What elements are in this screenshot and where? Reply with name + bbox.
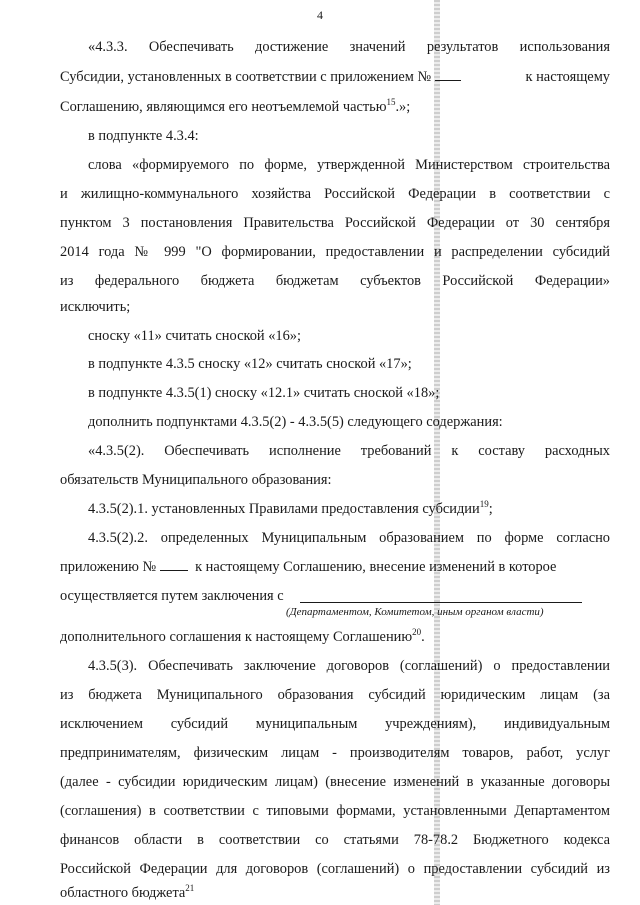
footnote-ref: 20 bbox=[412, 627, 422, 638]
paragraph-line: исключением субсидий муниципальным учреждениям), индивидуальным bbox=[60, 716, 610, 732]
footnote-ref: 19 bbox=[479, 499, 489, 510]
paragraph-line: 4.3.5(3). Обеспечивать заключение договоров (соглашений) о предоставлении bbox=[88, 658, 610, 674]
paragraph-line: пунктом 3 постановления Правительства Российской Федерации от 30 сентября bbox=[60, 215, 610, 231]
paragraph-line: сноску «11» считать сноской «16»; bbox=[88, 328, 301, 344]
blank-field bbox=[435, 68, 461, 81]
paragraph-line: осуществляется путем заключения с bbox=[60, 588, 284, 604]
paragraph-line: в подпункте 4.3.5 сноску «12» считать сноской «17»; bbox=[88, 356, 412, 372]
paragraph-line: финансов области в соответствии со статьями 78-78.2 Бюджетного кодекса bbox=[60, 832, 610, 848]
paragraph-line: (соглашения) в соответствии с типовыми формами, установленными Департаментом bbox=[60, 803, 610, 819]
fill-in-line bbox=[300, 602, 582, 603]
footnote-ref: 21 bbox=[185, 883, 195, 894]
page-number: 4 bbox=[317, 8, 323, 22]
paragraph-line: областного бюджета$^{21}$ bbox=[60, 883, 195, 901]
paragraph-line: Субсидии, установленных в соответствии с приложением № к настоящему bbox=[60, 69, 610, 85]
paragraph-line: 4.3.5(2).2. определенных Муниципальным образованием по форме согласно bbox=[88, 530, 610, 546]
paragraph-line: «4.3.5(2). Обеспечивать исполнение требований к составу расходных bbox=[88, 443, 610, 459]
paragraph-line: приложению № к настоящему Соглашению, внесение изменений в которое bbox=[60, 559, 557, 575]
paragraph-line: 2014 года № 999 "О формировании, предоставлении и распределении субсидий bbox=[60, 244, 610, 260]
paragraph-line: и жилищно-коммунального хозяйства Российской Федерации в соответствии с bbox=[60, 186, 610, 202]
paragraph-line: из федерального бюджета бюджетам субъектов Российской Федерации» bbox=[60, 273, 610, 289]
paragraph-line: дополнительного соглашения к настоящему Соглашению$^{20}$. bbox=[60, 627, 425, 645]
paragraph-line: дополнить подпунктами 4.3.5(2) - 4.3.5(5) следующего содержания: bbox=[88, 414, 503, 430]
fill-in-caption: (Департаментом, Комитетом, иным органом власти) bbox=[286, 606, 544, 618]
paragraph-line: Российской Федерации для договоров (соглашений) о предоставлении субсидий из bbox=[60, 861, 610, 877]
paragraph-line: в подпункте 4.3.5(1) сноску «12.1» считать сноской «18»; bbox=[88, 385, 440, 401]
paragraph-line: «4.3.3. Обеспечивать достижение значений результатов использования bbox=[88, 39, 610, 55]
paragraph-line: в подпункте 4.3.4: bbox=[88, 128, 199, 144]
paragraph-line: 4.3.5(2).1. установленных Правилами предоставления субсидии$^{19}$; bbox=[88, 499, 493, 517]
paragraph-line: слова «формируемого по форме, утвержденной Министерством строительства bbox=[88, 157, 610, 173]
paragraph-line: обязательств Муниципального образования: bbox=[60, 472, 332, 488]
blank-field bbox=[160, 558, 188, 571]
paragraph-line: (далее - субсидии юридическим лицам) (внесение изменений в указанные договоры bbox=[60, 774, 610, 790]
paragraph-line: предпринимателям, физическим лицам - производителям товаров, работ, услуг bbox=[60, 745, 610, 761]
paragraph-line: Соглашению, являющимся его неотъемлемой частью$^{15}$.»; bbox=[60, 97, 411, 115]
paragraph-line: из бюджета Муниципального образования субсидий юридическим лицам (за bbox=[60, 687, 610, 703]
paragraph-line: исключить; bbox=[60, 299, 131, 315]
footnote-ref: 15 bbox=[386, 97, 396, 108]
